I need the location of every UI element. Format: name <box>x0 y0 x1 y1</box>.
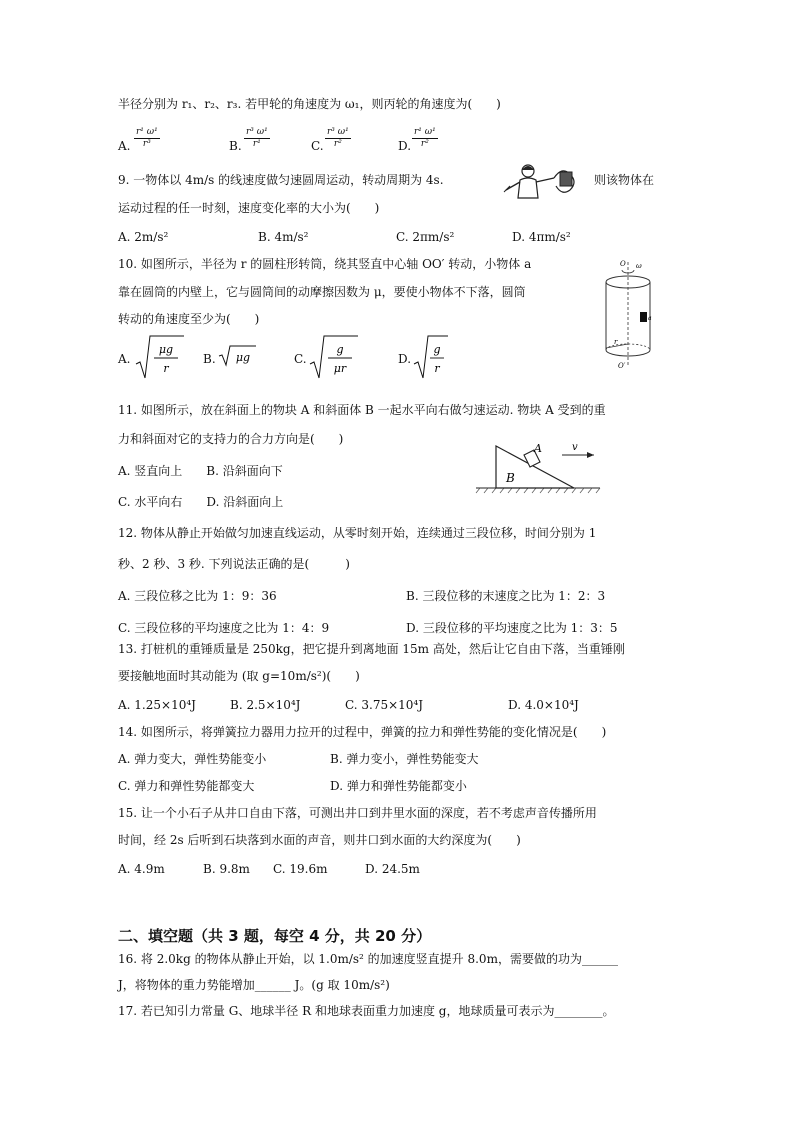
q10-option-d-denominator: r <box>434 362 440 375</box>
q9-option-d: D. 4πm/s² <box>512 230 571 244</box>
q10-option-d-radical <box>412 334 452 382</box>
q10-option-c-denominator: μr <box>333 362 347 375</box>
q10-option-c-radical <box>308 334 360 382</box>
q14-option-d: D. 弹力和弹性势能都变小 <box>330 779 467 793</box>
q10-option-b-radical <box>218 344 258 368</box>
q12-option-d: D. 三段位移的平均速度之比为 1：3：5 <box>406 621 618 635</box>
q15-option-b: B. 9.8m <box>203 862 250 876</box>
q15-option-a: A. 4.9m <box>118 862 165 876</box>
q8-option-b-numerator: r³ ω¹ <box>246 127 268 137</box>
q10-option-c-numerator: g <box>336 343 344 356</box>
q14-line-1: 14. 如图所示，将弹簧拉力器用力拉开的过程中，弹簧的拉力和弹性势能的变化情况是( ) <box>118 725 607 739</box>
q10-option-a-denominator: r <box>163 362 169 375</box>
q9-line-2: 运动过程的任一时刻，速度变化率的大小为( ) <box>118 201 380 215</box>
q10-option-b-label: B. <box>203 352 216 366</box>
cylinder-object-a-label: a <box>648 315 652 322</box>
q8-option-d-denominator: r² <box>420 139 429 149</box>
rope-figure-illustration <box>500 160 586 200</box>
q8-option-a-numerator: r¹ ω¹ <box>136 127 158 137</box>
q10-line-3: 转动的角速度至少为( ) <box>118 312 260 326</box>
section-fill-in-heading: 二、填空题（共 3 题，每空 4 分，共 20 分） <box>118 927 432 945</box>
q15-option-d: D. 24.5m <box>365 862 420 876</box>
q14-option-c: C. 弹力和弹性势能都变大 <box>118 779 255 793</box>
q11-options-ab: A. 竖直向上 B. 沿斜面向下 <box>118 464 283 478</box>
q8-option-c-denominator: r² <box>333 139 342 149</box>
q13-option-b: B. 2.5×10⁴J <box>230 698 301 712</box>
q12-option-b: B. 三段位移的末速度之比为 1：2：3 <box>406 589 606 603</box>
q11-options-cd: C. 水平向右 D. 沿斜面向上 <box>118 495 284 509</box>
cylinder-radius-label: r <box>614 338 618 346</box>
q8-option-a-label: A. <box>118 139 131 153</box>
q10-option-b-expression: μg <box>235 351 251 364</box>
q9-option-a: A. 2m/s² <box>118 230 169 244</box>
q14-option-b: B. 弹力变小，弹性势能变大 <box>330 752 479 766</box>
q10-option-d-label: D. <box>398 352 412 366</box>
q10-option-c-label: C. <box>294 352 307 366</box>
q8-option-d-fraction <box>412 127 438 150</box>
q10-option-a-radical <box>134 334 186 382</box>
q13-option-c: C. 3.75×10⁴J <box>345 698 424 712</box>
block-a-label: A <box>534 442 542 455</box>
q10-line-1: 10. 如图所示，半径为 r 的圆柱形转筒，绕其竖直中心轴 OO′ 转动，小物体 a <box>118 257 532 271</box>
q15-line-2: 时间，经 2s 后听到石块落到水面的声音，则井口到水面的大约深度为( ) <box>118 833 521 847</box>
q11-line-2: 力和斜面对它的支持力的合力方向是( ) <box>118 432 344 446</box>
q8-stem: 半径分别为 r₁、r₂、r₃. 若甲轮的角速度为 ω₁，则丙轮的角速度为( ) <box>118 97 501 111</box>
q9-option-b: B. 4m/s² <box>258 230 309 244</box>
incline-block-figure <box>474 438 602 494</box>
q8-option-c-numerator: r³ ω¹ <box>327 127 349 137</box>
cylinder-omega-label: ω <box>636 262 642 270</box>
q13-line-1: 13. 打桩机的重锤质量是 250kg，把它提升到离地面 15m 高处，然后让它自由下落，当重锤刚 <box>118 642 625 656</box>
q8-option-c-fraction <box>325 127 351 150</box>
q8-option-b-fraction <box>244 127 270 150</box>
q12-option-a: A. 三段位移之比为 1：9：36 <box>118 589 277 603</box>
q12-line-1: 12. 物体从静止开始做匀加速直线运动，从零时刻开始，连续通过三段位移，时间分别为 1 <box>118 526 597 540</box>
q9-line-1-tail: 则该物体在 <box>594 173 655 187</box>
q8-option-d-label: D. <box>398 139 412 153</box>
q11-line-1: 11. 如图所示，放在斜面上的物块 A 和斜面体 B 一起水平向右做匀速运动. 物块 A 受到的重 <box>118 403 606 417</box>
q8-option-b-denominator: r¹ <box>252 139 261 149</box>
cylinder-axis-top-label: O <box>620 260 626 268</box>
q14-option-a: A. 弹力变大，弹性势能变小 <box>118 752 267 766</box>
velocity-v-label: v <box>572 442 578 453</box>
q10-option-a-numerator: μg <box>158 343 174 356</box>
q12-line-2: 秒、2 秒、3 秒. 下列说法正确的是( ) <box>118 557 350 571</box>
q8-option-d-numerator: r¹ ω¹ <box>414 127 436 137</box>
incline-b-label: B <box>506 471 515 485</box>
q16-line-1: 16. 将 2.0kg 的物体从静止开始，以 1.0m/s² 的加速度竖直提升 8.0m，需要做的功为______ <box>118 952 618 966</box>
q8-option-a-denominator: r³ <box>142 139 151 149</box>
q9-option-c: C. 2πm/s² <box>396 230 455 244</box>
q10-line-2: 靠在圆筒的内壁上，它与圆筒间的动摩擦因数为 μ，要使小物体不下落，圆筒 <box>118 285 526 299</box>
q17-line-1: 17. 若已知引力常量 G、地球半径 R 和地球表面重力加速度 g，地球质量可表示为________。 <box>118 1004 615 1018</box>
q8-option-c-label: C. <box>311 139 324 153</box>
q13-option-a: A. 1.25×10⁴J <box>118 698 196 712</box>
cylinder-axis-bottom-label: O′ <box>618 362 626 370</box>
q10-option-a-label: A. <box>118 352 131 366</box>
q15-line-1: 15. 让一个小石子从井口自由下落，可测出井口到井里水面的深度，若不考虑声音传播所用 <box>118 806 597 820</box>
q13-line-2: 要接触地面时其动能为 (取 g=10m/s²)( ) <box>118 669 360 683</box>
q16-line-2: J，将物体的重力势能增加______ J。(g 取 10m/s²) <box>118 978 390 992</box>
q10-option-d-numerator: g <box>433 343 441 356</box>
q13-option-d: D. 4.0×10⁴J <box>508 698 579 712</box>
q9-line-1: 9. 一物体以 4m/s 的线速度做匀速圆周运动，转动周期为 4s. <box>118 173 444 187</box>
q12-option-c: C. 三段位移的平均速度之比为 1：4：9 <box>118 621 330 635</box>
q8-option-b-label: B. <box>229 139 242 153</box>
q15-option-c: C. 19.6m <box>273 862 328 876</box>
rotating-cylinder-figure <box>592 256 672 374</box>
q8-option-a-fraction <box>134 127 160 150</box>
